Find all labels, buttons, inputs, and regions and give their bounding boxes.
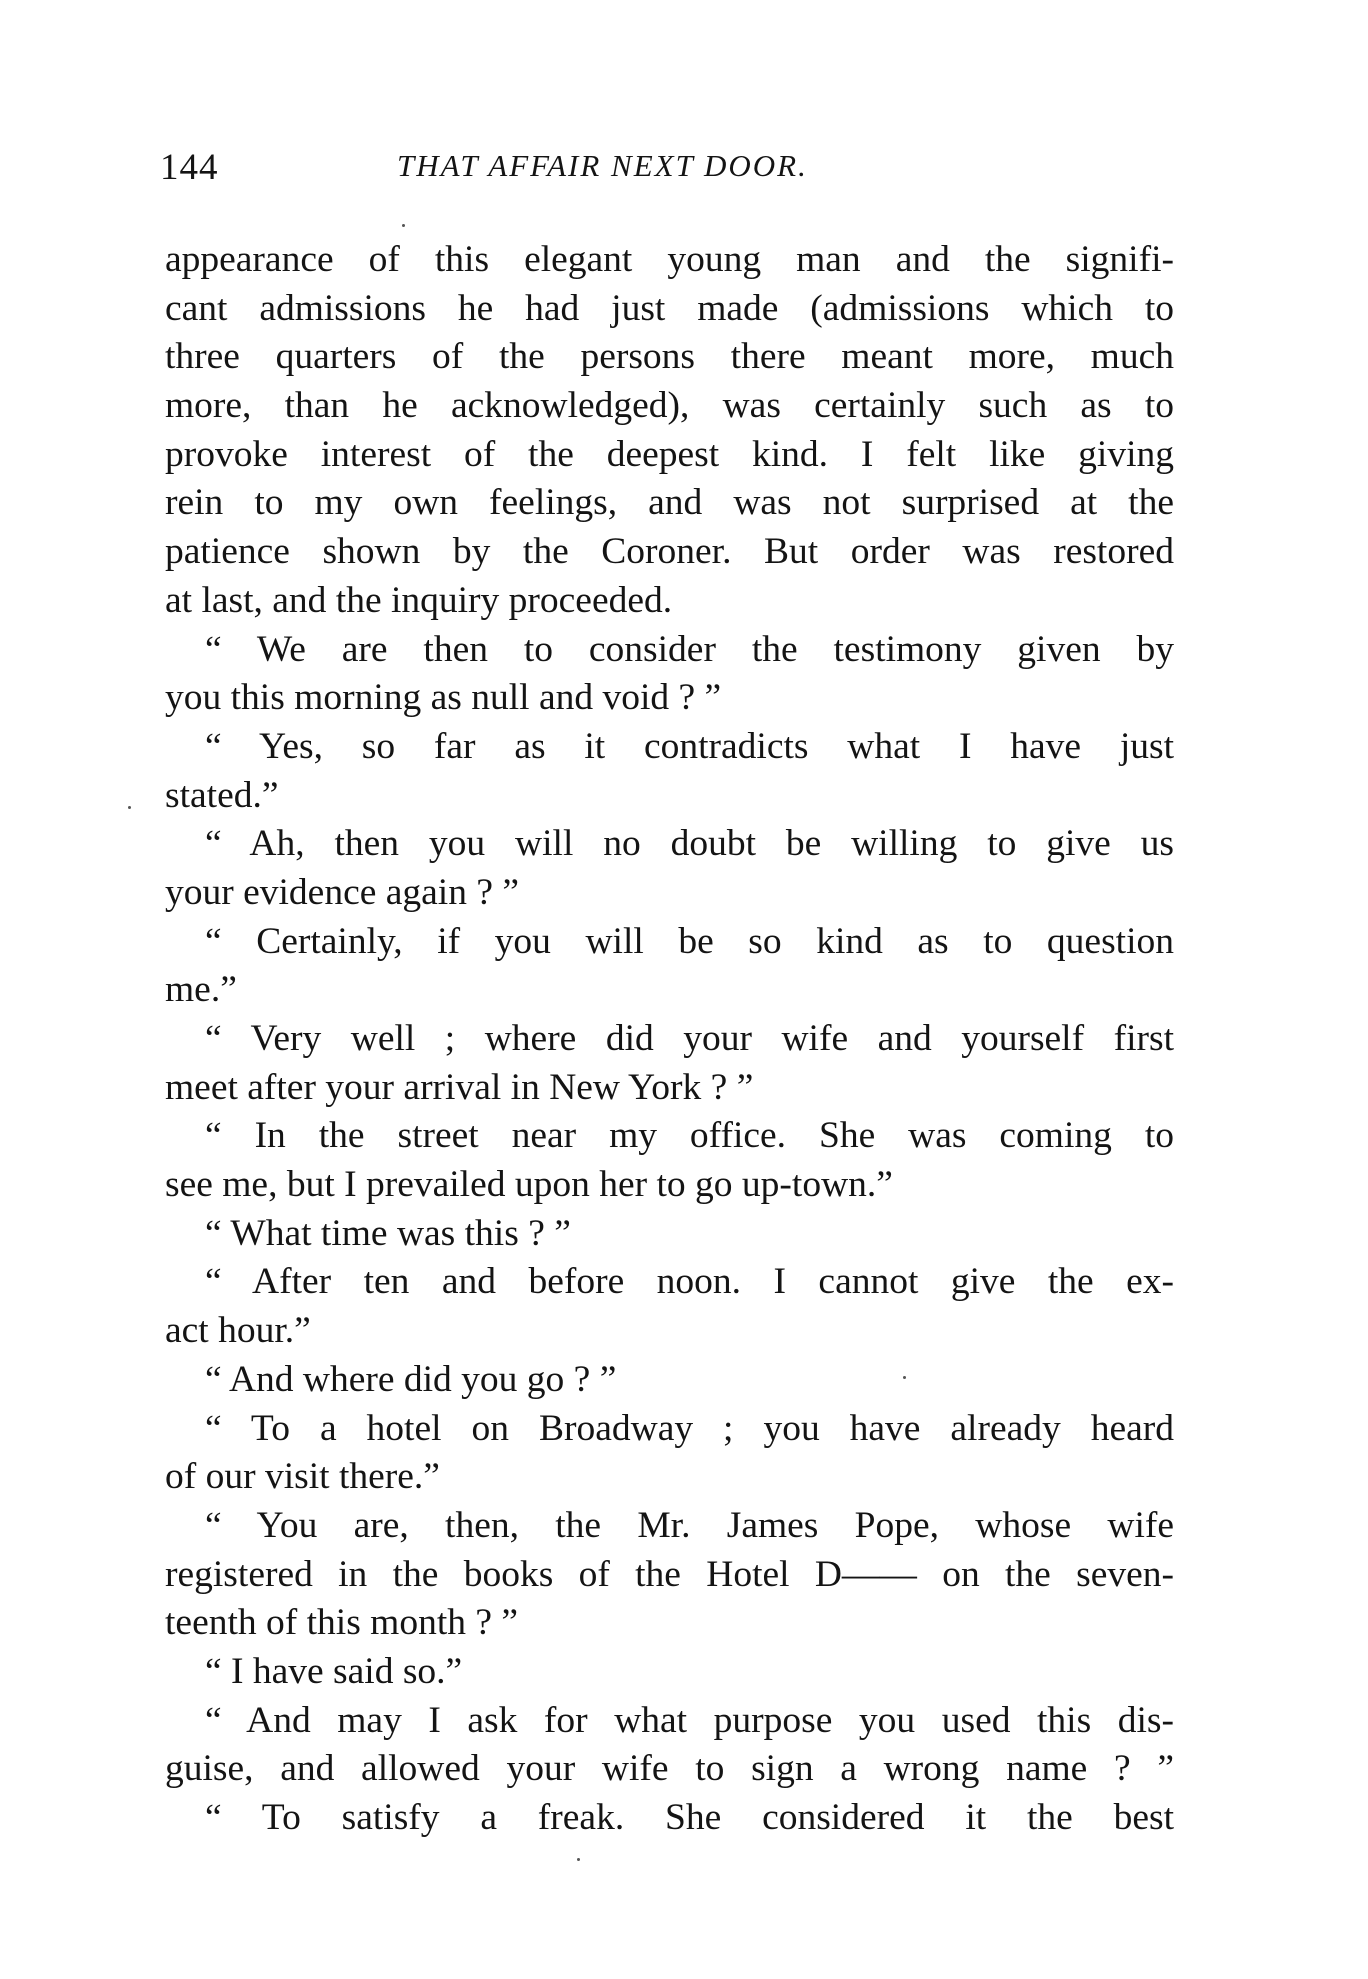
text-line: registered in the books of the Hotel D—— on the seven- (165, 1553, 1174, 1595)
text-line: me.” (165, 969, 237, 1011)
text-line: act hour.” (165, 1310, 311, 1352)
text-line: “ What time was this ? ” (205, 1212, 571, 1254)
text-line: teenth of this month ? ” (165, 1602, 519, 1644)
text-line: rein to my own feelings, and was not surprised at the (165, 482, 1174, 524)
text-line: “ To a hotel on Broadway ; you have already heard (205, 1407, 1174, 1449)
text-line: you this morning as null and void ? ” (165, 677, 722, 719)
text-line: “ And may I ask for what purpose you used this dis- (205, 1699, 1174, 1741)
text-line: “ We are then to consider the testimony given by (205, 628, 1174, 670)
text-line: guise, and allowed your wife to sign a wrong name ? ” (165, 1748, 1174, 1790)
text-line: more, than he acknowledged), was certainly such as to (165, 385, 1174, 427)
text-line: “ And where did you go ? ” (205, 1358, 617, 1400)
paper-speck (903, 1376, 906, 1379)
body-text (165, 236, 1174, 1843)
text-line: cant admissions he had just made (admissions which to (165, 287, 1174, 329)
paper-speck (128, 806, 131, 809)
text-line: “ Ah, then you will no doubt be willing to give us (205, 823, 1174, 865)
text-line: “ In the street near my office. She was coming to (205, 1115, 1174, 1157)
page-number: 144 (160, 147, 219, 188)
text-line: three quarters of the persons there meant more, much (165, 336, 1174, 378)
text-line: “ You are, then, the Mr. James Pope, whose wife (205, 1504, 1174, 1546)
text-line: your evidence again ? ” (165, 871, 519, 913)
paper-speck (577, 1858, 580, 1861)
running-title: THAT AFFAIR NEXT DOOR. (397, 148, 808, 183)
text-line: “ To satisfy a freak. She considered it the best (205, 1797, 1174, 1838)
text-line: appearance of this elegant young man and the signifi- (165, 239, 1174, 280)
text-line: “ I have said so.” (205, 1650, 463, 1692)
text-line: meet after your arrival in New York ? ” (165, 1066, 754, 1108)
text-line: “ Yes, so far as it contradicts what I have just (205, 725, 1174, 767)
paper-speck (402, 224, 405, 227)
text-line: patience shown by the Coroner. But order was restored (165, 531, 1174, 573)
text-line: “ Certainly, if you will be so kind as to question (205, 920, 1174, 962)
text-line: “ Very well ; where did your wife and yourself first (205, 1018, 1174, 1059)
text-line: provoke interest of the deepest kind. I felt like giving (165, 433, 1174, 475)
text-line: at last, and the inquiry proceeded. (165, 579, 673, 621)
text-line: see me, but I prevailed upon her to go up-town.” (165, 1164, 893, 1206)
text-line: stated.” (165, 774, 279, 816)
text-line: “ After ten and before noon. I cannot give the ex- (205, 1261, 1174, 1303)
running-head (160, 146, 1180, 194)
text-line: of our visit there.” (165, 1456, 440, 1498)
